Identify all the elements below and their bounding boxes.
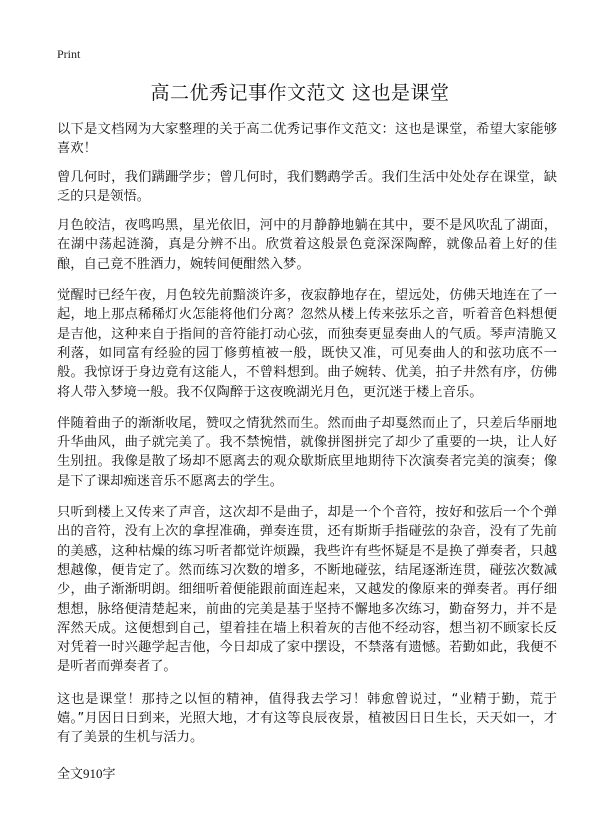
page-title: 高二优秀记事作文范文 这也是课堂 — [150, 82, 450, 104]
print-link[interactable]: Print — [57, 47, 81, 61]
paragraph-3: 月色皎洁，夜鸣呜黑，星光依旧，河中的月静静地躺在其中，要不是风吹乱了湖面，在湖中荡起涟漪，真是分辨不出。欣赏着这般景色竟深深陶醉，就像品着上好的佳酿，自己竟不胜酒力，婉转间便酣然入梦。 — [57, 218, 557, 272]
paragraph-2: 曾几何时，我们蹒跚学步；曾几何时，我们鹦鹉学舌。我们生活中处处存在课堂，缺乏的只是领悟。 — [57, 169, 557, 204]
paragraph-4: 觉醒时已经午夜，月色较先前黯淡许多，夜寂静地存在，望远处，仿佛天地连在了一起，地上那点稀稀灯火怎能将他们分离？忽然从楼上传来弦乐之音，听着音色料想便是吉他，这种来自于指间的音符能打动心弦，而独奏更显奏曲人的气质。琴声清脆又利落，如同富有经验的园丁修剪植被一般，既快又准，可见奏曲人的和弦功底不一般。我惊讶于身边竟有这能人，不曾料想到。曲子婉转、优美，拍子井然有序，仿佛将人带入梦境一般。我不仅陶醉于这夜晚湖光月色，更沉迷于楼上音乐。 — [57, 288, 557, 400]
word-count: 全文910字 — [57, 765, 116, 781]
paragraph-7: 这也是课堂！那持之以恒的精神，值得我去学习！韩愈曾说过，“业精于勤，荒于嬉。”月因日日到来，光照大地，才有这等良辰夜景，植被因日日生长，天天如一，才有了美景的生机与活力。 — [57, 691, 557, 746]
paragraph-5: 伴随着曲子的渐渐收尾，赞叹之情犹然而生。然而曲子却戛然而止了，只差后华丽地升华曲风，曲子就完美了。我不禁惋惜，就像拼图拼完了却少了重要的一块，让人好生别扭。我像是散了场却不愿离去的观众歇斯底里地期待下次演奏者完美的演奏；像是下了课却痴迷音乐不愿离去的学生。 — [57, 415, 557, 489]
paragraph-6: 只听到楼上又传来了声音，这次却不是曲子，却是一个个音符，按好和弦后一个个弹出的音符，没有上次的拿捏准确，弹奏连贯，还有斯斯手指碰弦的杂音，没有了先前的美感，这种枯燥的练习听者都觉许烦躁，我些许有些怀疑是不是换了弹奏者，只越想越像，便肯定了。然而练习次数的增多，不断地碰弦，结尾逐渐连贯，碰弦次数减少，曲子渐渐明朗。细细听着便能跟前面连起来，又越发的像原来的弹奏者。再仔细想想，脉络便清楚起来，前曲的完美是基于坚持不懈地多次练习，勤奋努力，并不是浑然天成。这便想到自己，望着挂在墙上积着灰的吉他不经动容，想当初不顾家长反对凭着一时兴趣学起吉他，今日却成了家中摆设，不禁落有遗憾。若勤如此，我便不是听者而弹奏者了。 — [57, 505, 557, 675]
article-body — [57, 120, 557, 783]
paragraph-intro: 以下是文档网为大家整理的关于高二优秀记事作文范文：这也是课堂，希望大家能够喜欢！ — [57, 122, 557, 157]
